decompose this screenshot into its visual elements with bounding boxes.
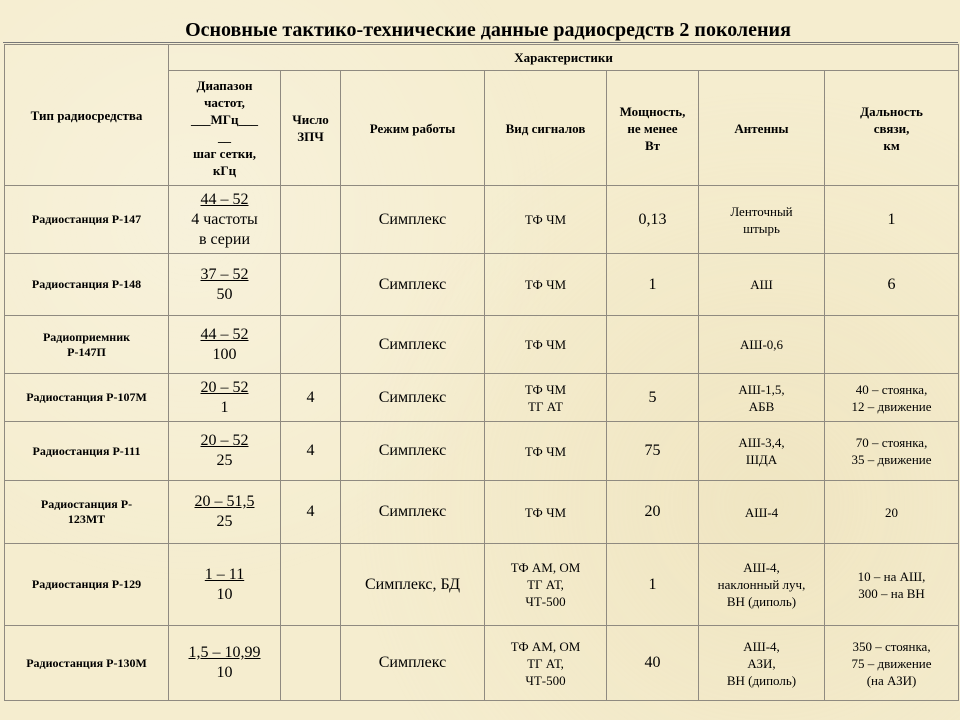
grid-step: 10 xyxy=(216,585,233,603)
radio-type-line: Радиостанция Р-111 xyxy=(32,443,141,458)
antenna-cell xyxy=(699,481,825,544)
zpch-cell: 4 xyxy=(281,422,341,481)
range-cell xyxy=(825,481,959,544)
radio-type-line: Радиостанция Р-129 xyxy=(31,577,142,591)
range-line: 70 – стоянка, xyxy=(855,435,928,450)
header-frequency-line: __ xyxy=(218,129,231,144)
signal-line: ТФ АМ, ОМ xyxy=(510,638,581,654)
power-cell: 1 xyxy=(607,254,699,316)
radio-type-line: Радиостанция Р-147 xyxy=(31,212,142,226)
range-line: 1 xyxy=(887,210,896,228)
signal-line: ЧТ-500 xyxy=(525,594,566,609)
antenna-line: наклонный луч, xyxy=(717,577,806,592)
radio-type-line: Радиостанция Р-107М xyxy=(26,390,147,404)
frequency-cell xyxy=(169,544,281,626)
grid-step: 1 xyxy=(220,398,229,416)
power-cell: 5 xyxy=(607,374,699,422)
frequency-range: 44 – 52 xyxy=(200,190,249,208)
frequency-cell xyxy=(169,374,281,422)
header-range-line: Дальность xyxy=(860,103,923,119)
mode-cell: Симплекс xyxy=(341,374,485,422)
antenna-line: АШ-4, xyxy=(743,560,780,575)
radio-type-cell xyxy=(5,544,169,626)
antenna-line: Ленточный xyxy=(730,203,793,219)
range-cell xyxy=(825,374,959,422)
range-cell xyxy=(825,186,959,254)
zpch-cell xyxy=(281,316,341,374)
range-cell xyxy=(825,544,959,626)
antenna-line: АШ-4 xyxy=(744,504,779,520)
radio-type-cell xyxy=(5,316,169,374)
range-line: 300 – на ВН xyxy=(858,585,925,601)
title-underline xyxy=(3,42,958,43)
signal-cell xyxy=(485,626,607,701)
header-zpch xyxy=(281,71,341,186)
mode-cell: Симплекс xyxy=(341,316,485,374)
signal-cell xyxy=(485,374,607,422)
header-frequency xyxy=(169,71,281,186)
mode-cell: Симплекс xyxy=(341,626,485,701)
antenna-cell xyxy=(699,544,825,626)
header-range xyxy=(825,71,959,186)
mode-cell: Симплекс xyxy=(341,254,485,316)
range-line: (на АЗИ) xyxy=(866,672,917,688)
zpch-cell xyxy=(281,254,341,316)
range-line: 350 – стоянка, xyxy=(852,638,931,654)
signal-cell xyxy=(485,422,607,481)
header-antenna: Антенны xyxy=(699,71,825,186)
antenna-line: АШ-4, xyxy=(743,638,780,654)
range-cell xyxy=(825,316,959,374)
radio-type-cell xyxy=(5,374,169,422)
signal-line: ТФ ЧМ xyxy=(524,381,567,397)
frequency-range: 20 – 52 xyxy=(200,432,249,449)
header-frequency-line: шаг сетки, xyxy=(193,146,256,161)
mode-cell: Симплекс xyxy=(341,186,485,254)
table-row xyxy=(5,626,959,701)
header-zpch-line: Число xyxy=(292,112,329,127)
zpch-cell xyxy=(281,544,341,626)
header-mode: Режим работы xyxy=(341,71,485,186)
header-type: Тип радиосредства xyxy=(5,45,169,186)
range-cell xyxy=(825,254,959,316)
table-row xyxy=(5,544,959,626)
header-power-line: не менее xyxy=(627,120,678,136)
grid-step: 25 xyxy=(216,452,233,469)
table-row xyxy=(5,374,959,422)
zpch-cell xyxy=(281,186,341,254)
signal-line: ТГ АТ, xyxy=(527,655,564,671)
mode-cell: Симплекс xyxy=(341,481,485,544)
frequency-range: 1,5 – 10,99 xyxy=(188,644,261,661)
radio-type-line: 123МТ xyxy=(67,512,106,526)
grid-step: 25 xyxy=(216,513,233,530)
radio-type-cell xyxy=(5,626,169,701)
power-cell: 75 xyxy=(607,422,699,481)
radio-type-line: Р-147П xyxy=(67,344,106,359)
frequency-range: 20 – 52 xyxy=(200,378,249,396)
antenna-line: ШДА xyxy=(745,452,778,467)
header-frequency-line: частот, xyxy=(204,95,245,110)
frequency-range: 20 – 51,5 xyxy=(194,493,255,510)
frequency-cell xyxy=(169,254,281,316)
header-characteristics: Характеристики xyxy=(169,45,959,71)
signal-cell xyxy=(485,254,607,316)
header-power-line: Мощность, xyxy=(619,103,686,119)
range-line: 40 – стоянка, xyxy=(855,381,928,397)
power-cell: 40 xyxy=(607,626,699,701)
grid-step: 50 xyxy=(216,285,233,303)
power-cell: 20 xyxy=(607,481,699,544)
header-range-line: связи, xyxy=(873,120,910,136)
signal-line: ЧТ-500 xyxy=(525,672,566,688)
range-line: 6 xyxy=(887,275,896,293)
signal-line: ТФ ЧМ xyxy=(524,504,567,520)
range-line: 35 – движение xyxy=(851,452,932,467)
range-line: 20 xyxy=(885,504,899,520)
signal-cell xyxy=(485,481,607,544)
frequency-range: 44 – 52 xyxy=(200,325,249,343)
antenna-line: АБВ xyxy=(748,398,775,414)
antenna-line: ВН (диполь) xyxy=(726,594,797,609)
antenna-cell xyxy=(699,254,825,316)
antenna-line: АШ xyxy=(750,277,773,292)
antenna-line: АШ-3,4, xyxy=(738,435,785,450)
grid-step: в серии xyxy=(198,230,251,248)
radio-type-line: Радиостанция Р- xyxy=(40,497,133,511)
antenna-line: штырь xyxy=(743,220,780,236)
header-frequency-line: ___МГц___ xyxy=(190,112,259,127)
signal-cell xyxy=(485,316,607,374)
table-row xyxy=(5,481,959,544)
radio-type-line: Радиостанция Р-130М xyxy=(26,655,147,670)
radio-type-cell xyxy=(5,481,169,544)
table-row xyxy=(5,316,959,374)
power-cell xyxy=(607,316,699,374)
power-cell: 0,13 xyxy=(607,186,699,254)
antenna-cell xyxy=(699,422,825,481)
signal-cell xyxy=(485,544,607,626)
frequency-cell xyxy=(169,316,281,374)
frequency-range: 1 – 11 xyxy=(204,565,245,583)
page-title: Основные тактико-технические данные радиосредств 2 поколения xyxy=(185,19,791,41)
antenna-line: АШ-1,5, xyxy=(738,381,785,397)
power-cell: 1 xyxy=(607,544,699,626)
zpch-cell: 4 xyxy=(281,481,341,544)
range-cell xyxy=(825,626,959,701)
range-line: 75 – движение xyxy=(851,655,932,671)
header-frequency-line: Диапазон xyxy=(196,78,253,93)
header-frequency-line: кГц xyxy=(212,163,237,178)
antenna-cell xyxy=(699,186,825,254)
zpch-cell xyxy=(281,626,341,701)
table-row xyxy=(5,254,959,316)
header-signal: Вид сигналов xyxy=(485,71,607,186)
antenna-line: АШ-0,6 xyxy=(739,337,784,352)
table-row xyxy=(5,186,959,254)
frequency-cell xyxy=(169,481,281,544)
specs-table xyxy=(4,44,959,701)
radio-type-line: Радиостанция Р-148 xyxy=(31,277,142,291)
radio-type-cell xyxy=(5,254,169,316)
antenna-cell xyxy=(699,316,825,374)
header-power-line: Вт xyxy=(644,137,661,153)
radio-type-cell xyxy=(5,422,169,481)
header-range-line: км xyxy=(883,137,900,153)
signal-line: ТФ АМ, ОМ xyxy=(510,560,581,575)
table-row xyxy=(5,422,959,481)
signal-line: ТГ АТ, xyxy=(527,577,564,592)
antenna-cell xyxy=(699,374,825,422)
frequency-range: 37 – 52 xyxy=(200,265,249,283)
antenna-line: ВН (диполь) xyxy=(726,672,797,688)
frequency-cell xyxy=(169,626,281,701)
antenna-line: АЗИ, xyxy=(747,655,776,671)
frequency-cell xyxy=(169,186,281,254)
header-zpch-line: ЗПЧ xyxy=(297,129,324,144)
range-cell xyxy=(825,422,959,481)
grid-step: 10 xyxy=(216,664,233,681)
range-line: 12 – движение xyxy=(851,398,932,414)
radio-type-cell xyxy=(5,186,169,254)
mode-cell: Симплекс, БД xyxy=(341,544,485,626)
header-power xyxy=(607,71,699,186)
signal-line: ТФ ЧМ xyxy=(524,277,567,292)
signal-line: ТФ ЧМ xyxy=(524,443,567,459)
grid-step: 100 xyxy=(212,345,237,363)
zpch-cell: 4 xyxy=(281,374,341,422)
range-line: 10 – на АШ, xyxy=(857,568,926,584)
signal-cell xyxy=(485,186,607,254)
mode-cell: Симплекс xyxy=(341,422,485,481)
frequency-cell xyxy=(169,422,281,481)
antenna-cell xyxy=(699,626,825,701)
signal-line: ТФ ЧМ xyxy=(524,212,567,227)
radio-type-line: Радиоприемник xyxy=(42,329,131,344)
signal-line: ТГ АТ xyxy=(528,398,563,414)
grid-step: 4 частоты xyxy=(191,210,258,228)
signal-line: ТФ ЧМ xyxy=(524,337,567,352)
